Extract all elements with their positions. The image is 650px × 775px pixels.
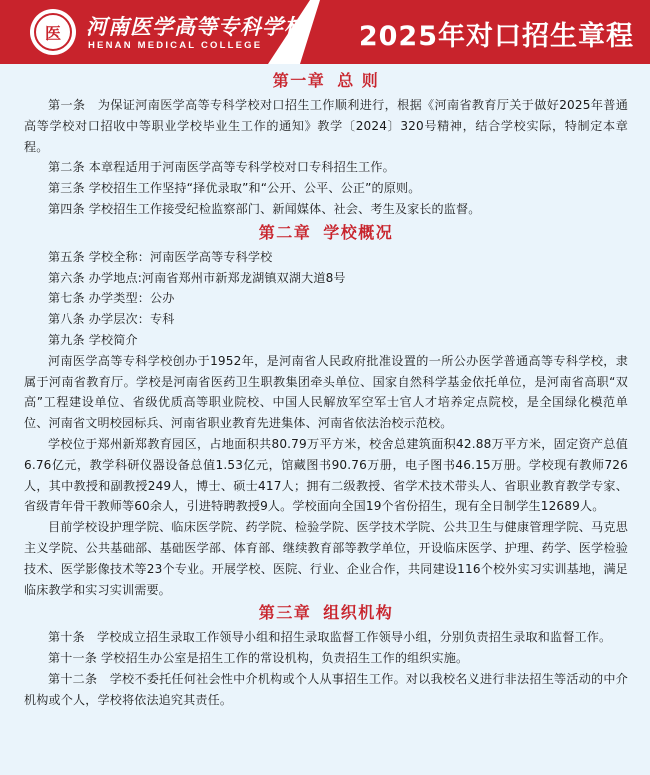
article-paragraph: 第四条 学校招生工作接受纪检监察部门、新闻媒体、社会、考生及家长的监督。 [48, 201, 481, 216]
article-paragraph: 第五条 学校全称：河南医学高等专科学校 [48, 249, 273, 264]
chapter-name: 学校概况 [323, 222, 394, 242]
document-title: 2025年对口招生章程 [358, 21, 634, 52]
article-paragraph: 第八条 办学层次：专科 [48, 312, 175, 327]
school-name-en: HENAN MEDICAL COLLEGE [88, 40, 263, 51]
article-paragraph: 第九条 学校简介 [48, 332, 138, 347]
article-paragraph: 河南医学高等专科学校创办于1952年，是河南省人民政府批准设置的一所公办医学普通高等专科学校，隶属于河南省教育厅。学校是河南省医药卫生职教集团牵头单位、国家自然科学基金依托单位，是河南省高职“双高”工程建设单位、省级优质高等职业院校、中国人民解放军空军士官人才培养定点院校，是全国绿化模范单位、河南省文明校园标兵、河南省职业教育先进集体、河南省依法治校示范校。 [24, 353, 628, 431]
chapter-name: 组织机构 [323, 603, 394, 623]
school-name-cn: 河南医学高等专科学校 [86, 14, 306, 39]
chapter-number: 第一章 [272, 71, 326, 90]
school-logo [30, 9, 76, 55]
article-paragraph: 学校位于郑州新郑教育园区，占地面积共80.79万平方米，校舍总建筑面积42.88万平方米，固定资产总值6.76亿元，教学科研仪器设备总值1.53亿元，馆藏图书90.76万册，电子图书46.15万册。学校现有教师726人，其中教授和副教授249人，博士、硕士417人；拥有二级教授、省学术技术带头人、省职业教育教学专家、省级青年骨干教师等60余人，引进特聘教授9人。学校面向全国19个省份招生，现有全日制学生12689人。 [24, 436, 628, 514]
chapter-title [24, 222, 628, 244]
chapter-title [24, 70, 628, 92]
article-paragraph: 第一条 为保证河南医学高等专科学校对口招生工作顺利进行，根据《河南省教育厅关于做好2025年普通高等学校对口招收中等职业学校毕业生工作的通知》教学〔2024〕320号精神，结合学校实际，特制定本章程。 [24, 98, 628, 154]
chapter-name: 总 则 [337, 71, 380, 90]
article-paragraph: 第七条 办学类型：公办 [48, 291, 175, 306]
chapter-title [24, 602, 628, 624]
document-body [0, 64, 650, 711]
article-paragraph: 第二条 本章程适用于河南医学高等专科学校对口专科招生工作。 [48, 160, 395, 175]
article-paragraph: 第三条 学校招生工作坚持“择优录取”和“公开、公平、公正”的原则。 [48, 181, 421, 196]
school-seal-icon: 医 [34, 13, 72, 51]
chapter-number: 第三章 [258, 603, 312, 623]
chapter-number: 第二章 [258, 222, 312, 242]
article-paragraph: 第六条 办学地点:河南省郑州市新郑龙湖镇双湖大道8号 [48, 270, 346, 285]
article-paragraph: 第十二条 学校不委托任何社会性中介机构或个人从事招生工作。对以我校名义进行非法招生等活动的中介机构或个人，学校将依法追究其责任。 [24, 671, 628, 707]
header-banner [0, 0, 650, 64]
article-paragraph: 第十条 学校成立招生录取工作领导小组和招生录取监督工作领导小组，分别负责招生录取和监督工作。 [48, 630, 612, 645]
article-paragraph: 目前学校设护理学院、临床医学院、药学院、检验学院、医学技术学院、公共卫生与健康管理学院、马克思主义学院、公共基础部、基础医学部、体育部、继续教育部等教学单位，开设临床医学、护理、药学、医学检验技术、医学影像技术等23个专业。开展学校、医院、行业、企业合作，共同建设116个校外实习实训基地，满足临床教学和实习实训需要。 [24, 520, 628, 597]
article-paragraph: 第十一条 学校招生办公室是招生工作的常设机构，负责招生工作的组织实施。 [48, 651, 469, 666]
